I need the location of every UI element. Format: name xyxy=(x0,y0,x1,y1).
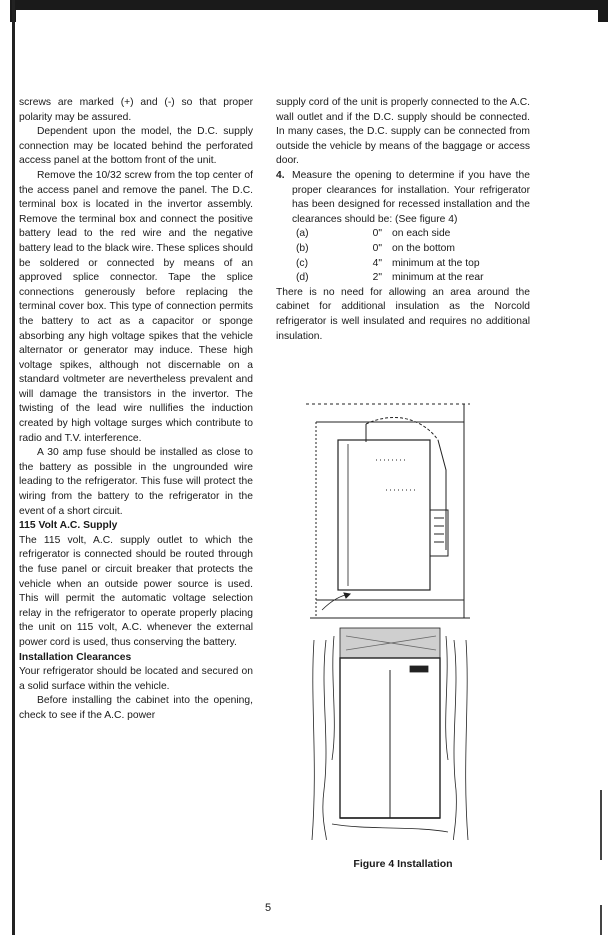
paragraph: A 30 amp fuse should be installed as close to the battery as possible in the ungrounded wire leading to the refrigerator. This fuse will protect the wiring from the battery to the refrigerator in the event of a short circuit. xyxy=(19,447,253,517)
clearance-desc: on each side xyxy=(392,228,451,240)
clearance-item xyxy=(276,271,530,286)
page-number: 5 xyxy=(264,902,272,914)
right-margin-rule-1 xyxy=(600,790,602,860)
clearance-list xyxy=(276,227,530,285)
paragraph: There is no need for allowing an area around the cabinet for additional insulation as the Norcold refrigerator is well insulated and requires no additional insulation. xyxy=(276,286,530,342)
clearance-label: (d) xyxy=(296,272,309,284)
paragraph: Your refrigerator should be located and secured on a solid surface within the vehicle. xyxy=(19,666,253,692)
clearance-value: 2" xyxy=(372,272,382,284)
clearance-label: (a) xyxy=(296,228,309,240)
paragraph: The 115 volt, A.C. supply outlet to which the refrigerator is connected should be routed through the fuse panel or circuit breaker that protects the vehicle when an outside power source is used. This will permit the automatic voltage selection relay in the refrigerator to operate properly placing the unit on 115 volt, A.C. whenever the external power cord is used, thus conserving the battery. xyxy=(19,534,253,648)
right-column xyxy=(276,96,530,344)
installation-illustration xyxy=(306,400,472,840)
paragraph: Dependent upon the model, the D.C. supply connection may be located behind the perforated access panel at the bottom front of the unit. xyxy=(19,126,253,167)
paragraph: supply cord of the unit is properly connected to the A.C. wall outlet and if the D.C. supply should be connected. In many cases, the D.C. supply can be connected from outside the vehicle by means of the baggage or access door. xyxy=(276,97,530,167)
front-view-drawing xyxy=(312,628,468,840)
paragraph: Remove the 10/32 screw from the top center of the access panel and remove the panel. The D.C. terminal box is located in the invertor assembly. Remove the terminal box and connect the positive battery lead to the red wire and the negative battery lead to the black wire. These splices should be soldered or connected by means of an approved splice connector. Tape the splice connections generously before replacing the terminal cover box. This type of connection permits the battery to act as a capacitor or sponge absorbing any high voltage spikes that the vehicle alternator or generator may induce. These high voltage spikes, although not discernable on a standard voltmeter are nevertheless prevalent and will damage the transistors in the invertor. The twisting of the lead wire nullifies the induction created by high voltage surges which contribute to radio and T.V. interference. xyxy=(19,169,253,444)
figure-caption: Figure 4 Installation xyxy=(353,858,453,870)
section-heading: Installation Clearances xyxy=(19,651,132,663)
figure-installation xyxy=(306,400,472,845)
clearance-label: (b) xyxy=(296,242,309,254)
right-margin-rule-2 xyxy=(600,905,602,935)
section-heading: 115 Volt A.C. Supply xyxy=(19,520,118,532)
item-number: 4. xyxy=(276,169,285,181)
clearance-item xyxy=(276,257,530,272)
clearance-desc: minimum at the top xyxy=(392,257,480,269)
item-text: Measure the opening to determine if you have the proper clearances for installation. Your refrigerator has been designed for recessed installation and the clearances should be: (See figure 4) xyxy=(292,169,530,225)
clearance-value: 0" xyxy=(372,242,382,254)
left-margin-rule xyxy=(12,0,15,935)
clearance-label: (c) xyxy=(296,257,309,269)
clearance-item xyxy=(276,242,530,257)
left-column xyxy=(19,96,253,724)
clearance-value: 4" xyxy=(372,257,382,269)
paragraph: screws are marked (+) and (-) so that proper polarity may be assured. xyxy=(19,97,253,123)
clearance-item xyxy=(276,227,530,242)
side-view-drawing xyxy=(306,404,470,618)
paragraph: Before installing the cabinet into the opening, check to see if the A.C. power xyxy=(19,695,253,721)
clearance-desc: minimum at the rear xyxy=(392,272,484,284)
clearance-desc: on the bottom xyxy=(392,242,455,254)
top-bar-gap xyxy=(16,10,598,24)
clearance-value: 0" xyxy=(372,228,382,240)
numbered-item xyxy=(276,169,530,227)
